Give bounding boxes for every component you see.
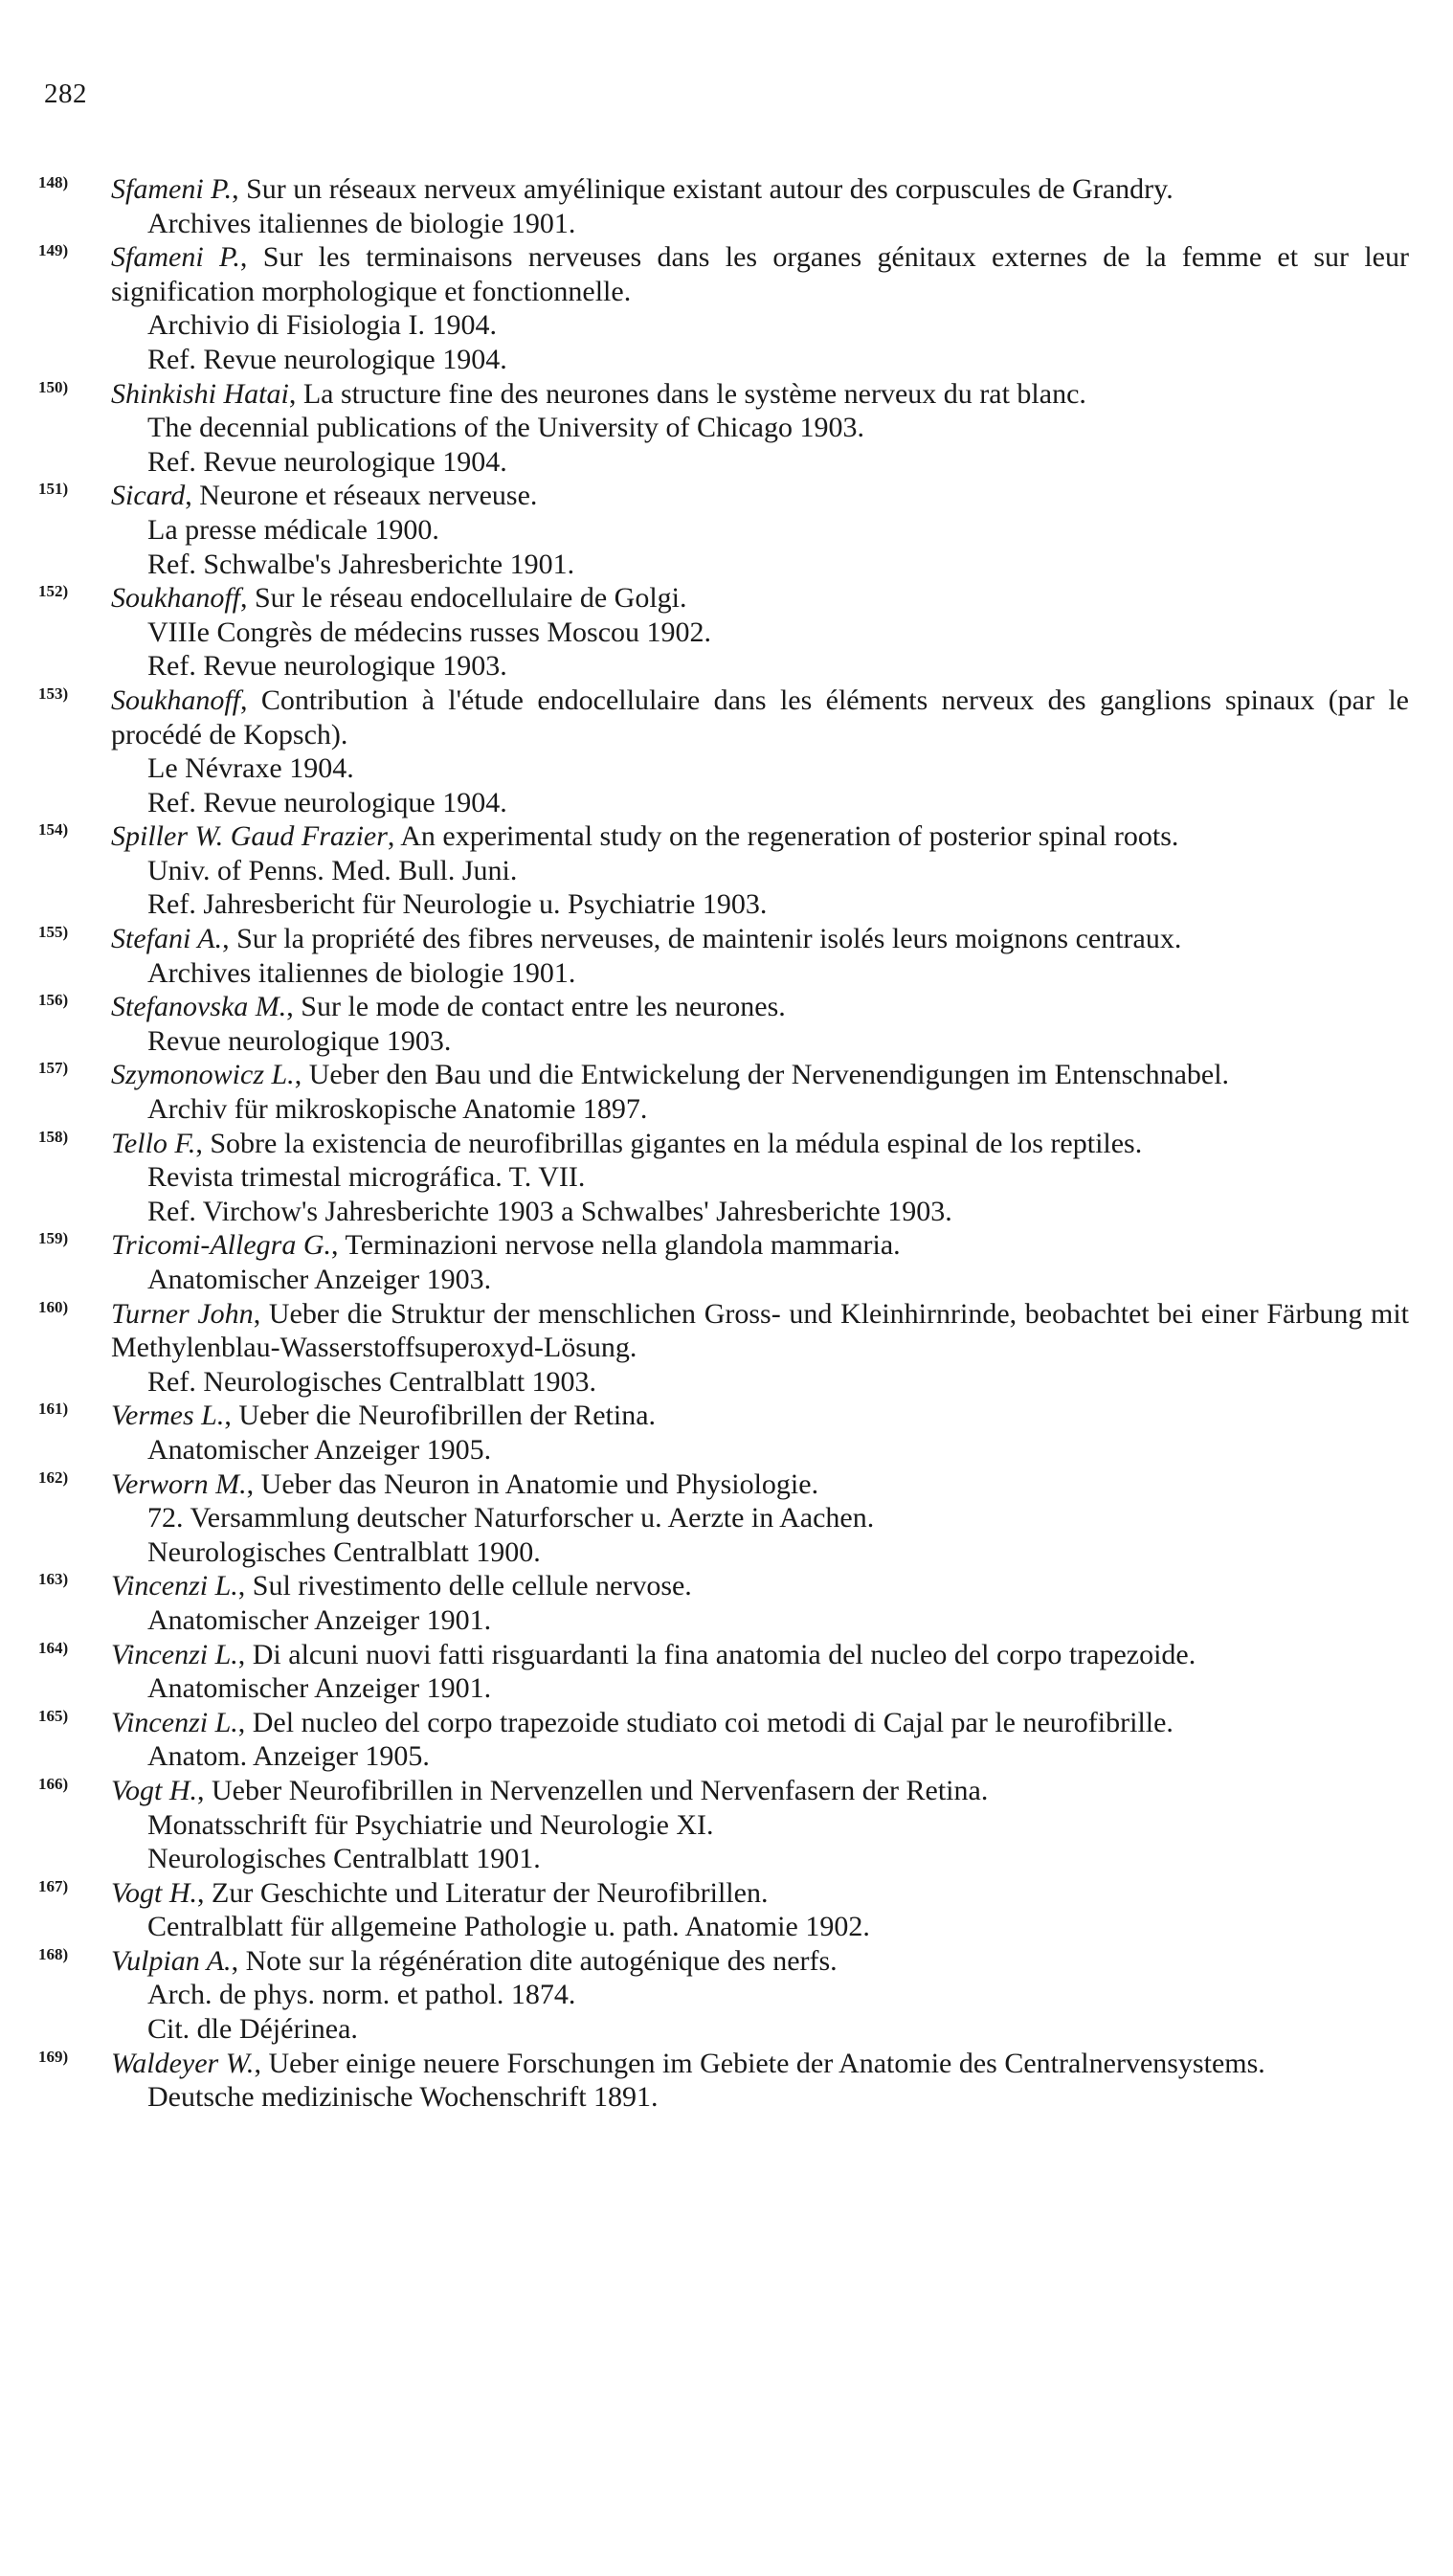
reference-title: Contribution à l'étude endocellulaire dans les éléments nerveux des ganglions spinaux (par le procédé de Kopsch).	[111, 683, 1409, 750]
reference-source-line: Deutsche medizinische Wochenschrift 1891.	[147, 2081, 659, 2114]
reference-source-line: Neurologisches Centralblatt 1900.	[147, 1535, 541, 1568]
reference-heading: Vincenzi L., Sul rivestimento delle cellule nervose.	[111, 1570, 692, 1602]
reference-author: Shinkishi Hatai	[111, 377, 289, 410]
reference-author: Vogt H.	[111, 1774, 197, 1806]
reference-source-line: Anatomischer Anzeiger 1905.	[147, 1433, 492, 1466]
reference-number: 157)	[38, 1059, 69, 1078]
reference-entry	[0, 1297, 1453, 1400]
reference-title: Ueber die Struktur der menschlichen Gross- und Kleinhirnrinde, beobachtet bei einer Färbung mit Methylenblau-Wasserstoffsuperoxyd-Lösung.	[111, 1297, 1410, 1364]
reference-entry	[0, 240, 1453, 376]
reference-entry	[0, 2047, 1453, 2115]
reference-title: La structure fine des neurones dans le système nerveux du rat blanc.	[302, 377, 1086, 410]
reference-number: 164)	[38, 1638, 69, 1657]
reference-title: Ueber das Neuron in Anatomie und Physiologie.	[260, 1467, 819, 1500]
reference-title: Sur les terminaisons nerveuses dans les organes génitaux externes de la femme et sur leur signification morphologique et fonctionnelle.	[111, 241, 1409, 307]
reference-heading: Stefani A., Sur la propriété des fibres nerveuses, de maintenir isolés leurs moignons centraux.	[111, 923, 1182, 955]
reference-author: Vincenzi L.	[111, 1570, 238, 1602]
reference-entry	[0, 1638, 1453, 1706]
reference-title: Ueber Neurofibrillen in Nervenzellen und Nervenfasern der Retina.	[212, 1774, 989, 1806]
reference-heading: Soukhanoff, Contribution à l'étude endocellulaire dans les éléments nerveux des ganglions spinaux (par le procédé de Kopsch).	[111, 683, 1409, 750]
reference-source-line: 72. Versammlung deutscher Naturforscher u. Aerzte in Aachen.	[147, 1502, 875, 1534]
reference-source-line: Arch. de phys. norm. et pathol. 1874.	[147, 1979, 576, 2011]
reference-entry	[0, 922, 1453, 990]
reference-source-line: Revista trimestal micrográfica. T. VII.	[147, 1161, 586, 1194]
reference-heading: Sfameni P., Sur un réseaux nerveux amyélinique existant autour des corpuscules de Grandry.	[111, 173, 1174, 205]
reference-entry	[0, 683, 1453, 819]
reference-source-line: Archiv für mikroskopische Anatomie 1897.	[147, 1093, 648, 1126]
reference-source-line: Anatomischer Anzeiger 1901.	[147, 1603, 492, 1636]
reference-number: 160)	[38, 1297, 69, 1316]
reference-title: Ueber einige neuere Forschungen im Gebiete der Anatomie des Centralnervensystems.	[268, 2047, 1265, 2079]
reference-heading: Stefanovska M., Sur le mode de contact entre les neurones.	[111, 991, 786, 1023]
reference-heading: Tricomi-Allegra G., Terminazioni nervose nella glandola mammaria.	[111, 1229, 901, 1262]
reference-number: 158)	[38, 1127, 69, 1146]
reference-author: Vincenzi L.	[111, 1638, 238, 1670]
reference-heading: Vogt H., Zur Geschichte und Literatur der Neurofibrillen.	[111, 1876, 769, 1909]
reference-author: Spiller W. Gaud Frazier	[111, 820, 388, 853]
reference-source-line: Ref. Revue neurologique 1904.	[147, 445, 507, 478]
reference-source-line: Le Névraxe 1904.	[147, 752, 354, 785]
reference-source-line: Ref. Revue neurologique 1903.	[147, 650, 507, 683]
reference-source-line: Ref. Schwalbe's Jahresberichte 1901.	[147, 548, 575, 580]
reference-number: 162)	[38, 1467, 69, 1487]
reference-source-line: Monatsschrift für Psychiatrie und Neurologie XI.	[147, 1808, 714, 1841]
reference-source-line: Univ. of Penns. Med. Bull. Juni.	[147, 854, 518, 886]
reference-source-line: Cit. dle Déjérinea.	[147, 2013, 358, 2046]
reference-entry	[0, 1774, 1453, 1876]
reference-heading: Szymonowicz L., Ueber den Bau und die Entwickelung der Nervenendigungen im Entenschnabel.	[111, 1059, 1230, 1091]
reference-number: 169)	[38, 2047, 69, 2066]
reference-source-line: Archives italiennes de biologie 1901.	[147, 207, 576, 239]
reference-list	[0, 172, 1453, 2115]
reference-number: 151)	[38, 480, 69, 499]
reference-entry	[0, 1944, 1453, 2047]
reference-entry	[0, 377, 1453, 480]
reference-author: Stefani A.	[111, 923, 223, 955]
reference-source-line: Anatomischer Anzeiger 1903.	[147, 1264, 492, 1295]
reference-source-line: Archivio di Fisiologia I. 1904.	[147, 309, 497, 342]
reference-author: Tricomi-Allegra G.	[111, 1229, 331, 1262]
reference-author: Vermes L.	[111, 1400, 225, 1432]
reference-number: 155)	[38, 923, 69, 942]
reference-heading: Sicard, Neurone et réseaux nerveuse.	[111, 480, 538, 512]
reference-heading: Shinkishi Hatai, La structure fine des neurones dans le système nerveux du rat blanc.	[111, 377, 1086, 410]
reference-title: Sobre la existencia de neurofibrillas gigantes en la médula espinal de los reptiles.	[210, 1127, 1143, 1159]
reference-entry	[0, 479, 1453, 581]
reference-entry	[0, 1058, 1453, 1126]
reference-title: Di alcuni nuovi fatti risguardanti la fina anatomia del nucleo del corpo trapezoide.	[252, 1638, 1196, 1670]
reference-number: 149)	[38, 241, 69, 260]
reference-entry	[0, 819, 1453, 922]
reference-source-line: Anatom. Anzeiger 1905.	[147, 1740, 430, 1773]
reference-heading: Spiller W. Gaud Frazier, An experimental study on the regeneration of posterior spinal roots.	[111, 820, 1179, 853]
reference-source-line: Ref. Revue neurologique 1904.	[147, 343, 507, 375]
reference-heading: Tello F., Sobre la existencia de neurofibrillas gigantes en la médula espinal de los reptiles.	[111, 1127, 1143, 1159]
reference-title: Ueber die Neurofibrillen der Retina.	[238, 1400, 657, 1432]
reference-author: Tello F.	[111, 1127, 196, 1159]
reference-number: 165)	[38, 1706, 69, 1725]
reference-source-line: Revue neurologique 1903.	[147, 1024, 452, 1057]
reference-entry	[0, 172, 1453, 240]
reference-entry	[0, 1399, 1453, 1467]
reference-title: Ueber den Bau und die Entwickelung der Nervenendigungen im Entenschnabel.	[308, 1059, 1230, 1091]
reference-title: Sur le mode de contact entre les neurones.	[301, 991, 786, 1023]
reference-author: Sicard	[111, 480, 186, 512]
reference-number: 156)	[38, 991, 69, 1010]
reference-author: Sfameni P.	[111, 241, 240, 274]
reference-heading: Waldeyer W., Ueber einige neuere Forschungen im Gebiete der Anatomie des Centralnervensystems.	[111, 2047, 1265, 2079]
reference-source-line: Ref. Revue neurologique 1904.	[147, 786, 507, 818]
reference-heading: Soukhanoff, Sur le réseau endocellulaire de Golgi.	[111, 582, 687, 615]
reference-entry	[0, 1228, 1453, 1296]
reference-author: Soukhanoff	[111, 582, 240, 615]
reference-source-line: Neurologisches Centralblatt 1901.	[147, 1843, 541, 1875]
reference-source-line: The decennial publications of the University of Chicago 1903.	[147, 412, 864, 444]
reference-entry	[0, 1467, 1453, 1570]
reference-title: Sur le réseau endocellulaire de Golgi.	[255, 582, 687, 615]
reference-number: 148)	[38, 173, 69, 191]
reference-entry	[0, 1706, 1453, 1774]
reference-number: 153)	[38, 683, 69, 703]
reference-entry	[0, 990, 1453, 1058]
reference-heading: Vogt H., Ueber Neurofibrillen in Nervenzellen und Nervenfasern der Retina.	[111, 1774, 989, 1806]
reference-heading: Vermes L., Ueber die Neurofibrillen der Retina.	[111, 1400, 657, 1432]
reference-number: 163)	[38, 1570, 69, 1589]
reference-heading: Vulpian A., Note sur la régénération dite autogénique des nerfs.	[111, 1944, 838, 1977]
reference-author: Vincenzi L.	[111, 1706, 238, 1738]
reference-author: Szymonowicz L.	[111, 1059, 295, 1091]
reference-source-line: Ref. Jahresbericht für Neurologie u. Psychiatrie 1903.	[147, 888, 768, 921]
reference-source-line: VIIIe Congrès de médecins russes Moscou 1902.	[147, 616, 712, 648]
reference-author: Waldeyer W.	[111, 2047, 255, 2079]
reference-number: 161)	[38, 1400, 69, 1419]
reference-author: Stefanovska M.	[111, 991, 287, 1023]
reference-number: 150)	[38, 377, 69, 396]
reference-title: Zur Geschichte und Literatur der Neurofibrillen.	[212, 1876, 769, 1909]
reference-heading: Vincenzi L., Del nucleo del corpo trapezoide studiato coi metodi di Cajal par le neurofibrille.	[111, 1706, 1174, 1738]
reference-title: An experimental study on the regeneration of posterior spinal roots.	[400, 820, 1179, 853]
reference-heading: Turner John, Ueber die Struktur der menschlichen Gross- und Kleinhirnrinde, beobachtet bei einer Färbung mit Methylenblau-Wasserstoffsuperoxyd-Lösung.	[111, 1297, 1410, 1364]
reference-source-line: Ref. Neurologisches Centralblatt 1903.	[147, 1365, 597, 1398]
reference-title: Sur un réseaux nerveux amyélinique existant autour des corpuscules de Grandry.	[246, 173, 1174, 205]
reference-author: Turner John	[111, 1297, 254, 1330]
reference-entry	[0, 1127, 1453, 1229]
reference-author: Soukhanoff	[111, 683, 240, 716]
reference-title: Note sur la régénération dite autogénique des nerfs.	[245, 1944, 838, 1977]
reference-title: Neurone et réseaux nerveuse.	[199, 480, 538, 512]
page-number: 282	[44, 78, 87, 109]
reference-author: Sfameni P.	[111, 173, 233, 205]
reference-number: 159)	[38, 1229, 69, 1248]
reference-entry	[0, 581, 1453, 683]
reference-number: 167)	[38, 1876, 69, 1895]
reference-number: 166)	[38, 1774, 69, 1793]
reference-title: Del nucleo del corpo trapezoide studiato coi metodi di Cajal par le neurofibrille.	[252, 1706, 1174, 1738]
reference-heading: Verworn M., Ueber das Neuron in Anatomie und Physiologie.	[111, 1467, 819, 1500]
reference-title: Sur la propriété des fibres nerveuses, de maintenir isolés leurs moignons centraux.	[236, 923, 1182, 955]
reference-source-line: Ref. Virchow's Jahresberichte 1903 a Schwalbes' Jahresberichte 1903.	[147, 1195, 952, 1227]
reference-source-line: Archives italiennes de biologie 1901.	[147, 956, 576, 989]
reference-title: Sul rivestimento delle cellule nervose.	[252, 1570, 692, 1602]
reference-number: 154)	[38, 820, 69, 840]
reference-heading: Vincenzi L., Di alcuni nuovi fatti risguardanti la fina anatomia del nucleo del corpo trapezoide.	[111, 1638, 1196, 1670]
reference-author: Verworn M.	[111, 1467, 247, 1500]
reference-author: Vogt H.	[111, 1876, 197, 1909]
reference-author: Vulpian A.	[111, 1944, 232, 1977]
reference-source-line: Centralblatt für allgemeine Pathologie u. path. Anatomie 1902.	[147, 1911, 870, 1943]
reference-entry	[0, 1876, 1453, 1944]
reference-source-line: La presse médicale 1900.	[147, 513, 439, 546]
reference-entry	[0, 1569, 1453, 1637]
reference-source-line: Anatomischer Anzeiger 1901.	[147, 1672, 492, 1705]
reference-title: Terminazioni nervose nella glandola mammaria.	[345, 1229, 901, 1262]
reference-number: 168)	[38, 1944, 69, 1963]
reference-heading: Sfameni P., Sur les terminaisons nerveuses dans les organes génitaux externes de la femme et sur leur signification morphologique et fonctionnelle.	[111, 241, 1409, 307]
reference-number: 152)	[38, 582, 69, 601]
